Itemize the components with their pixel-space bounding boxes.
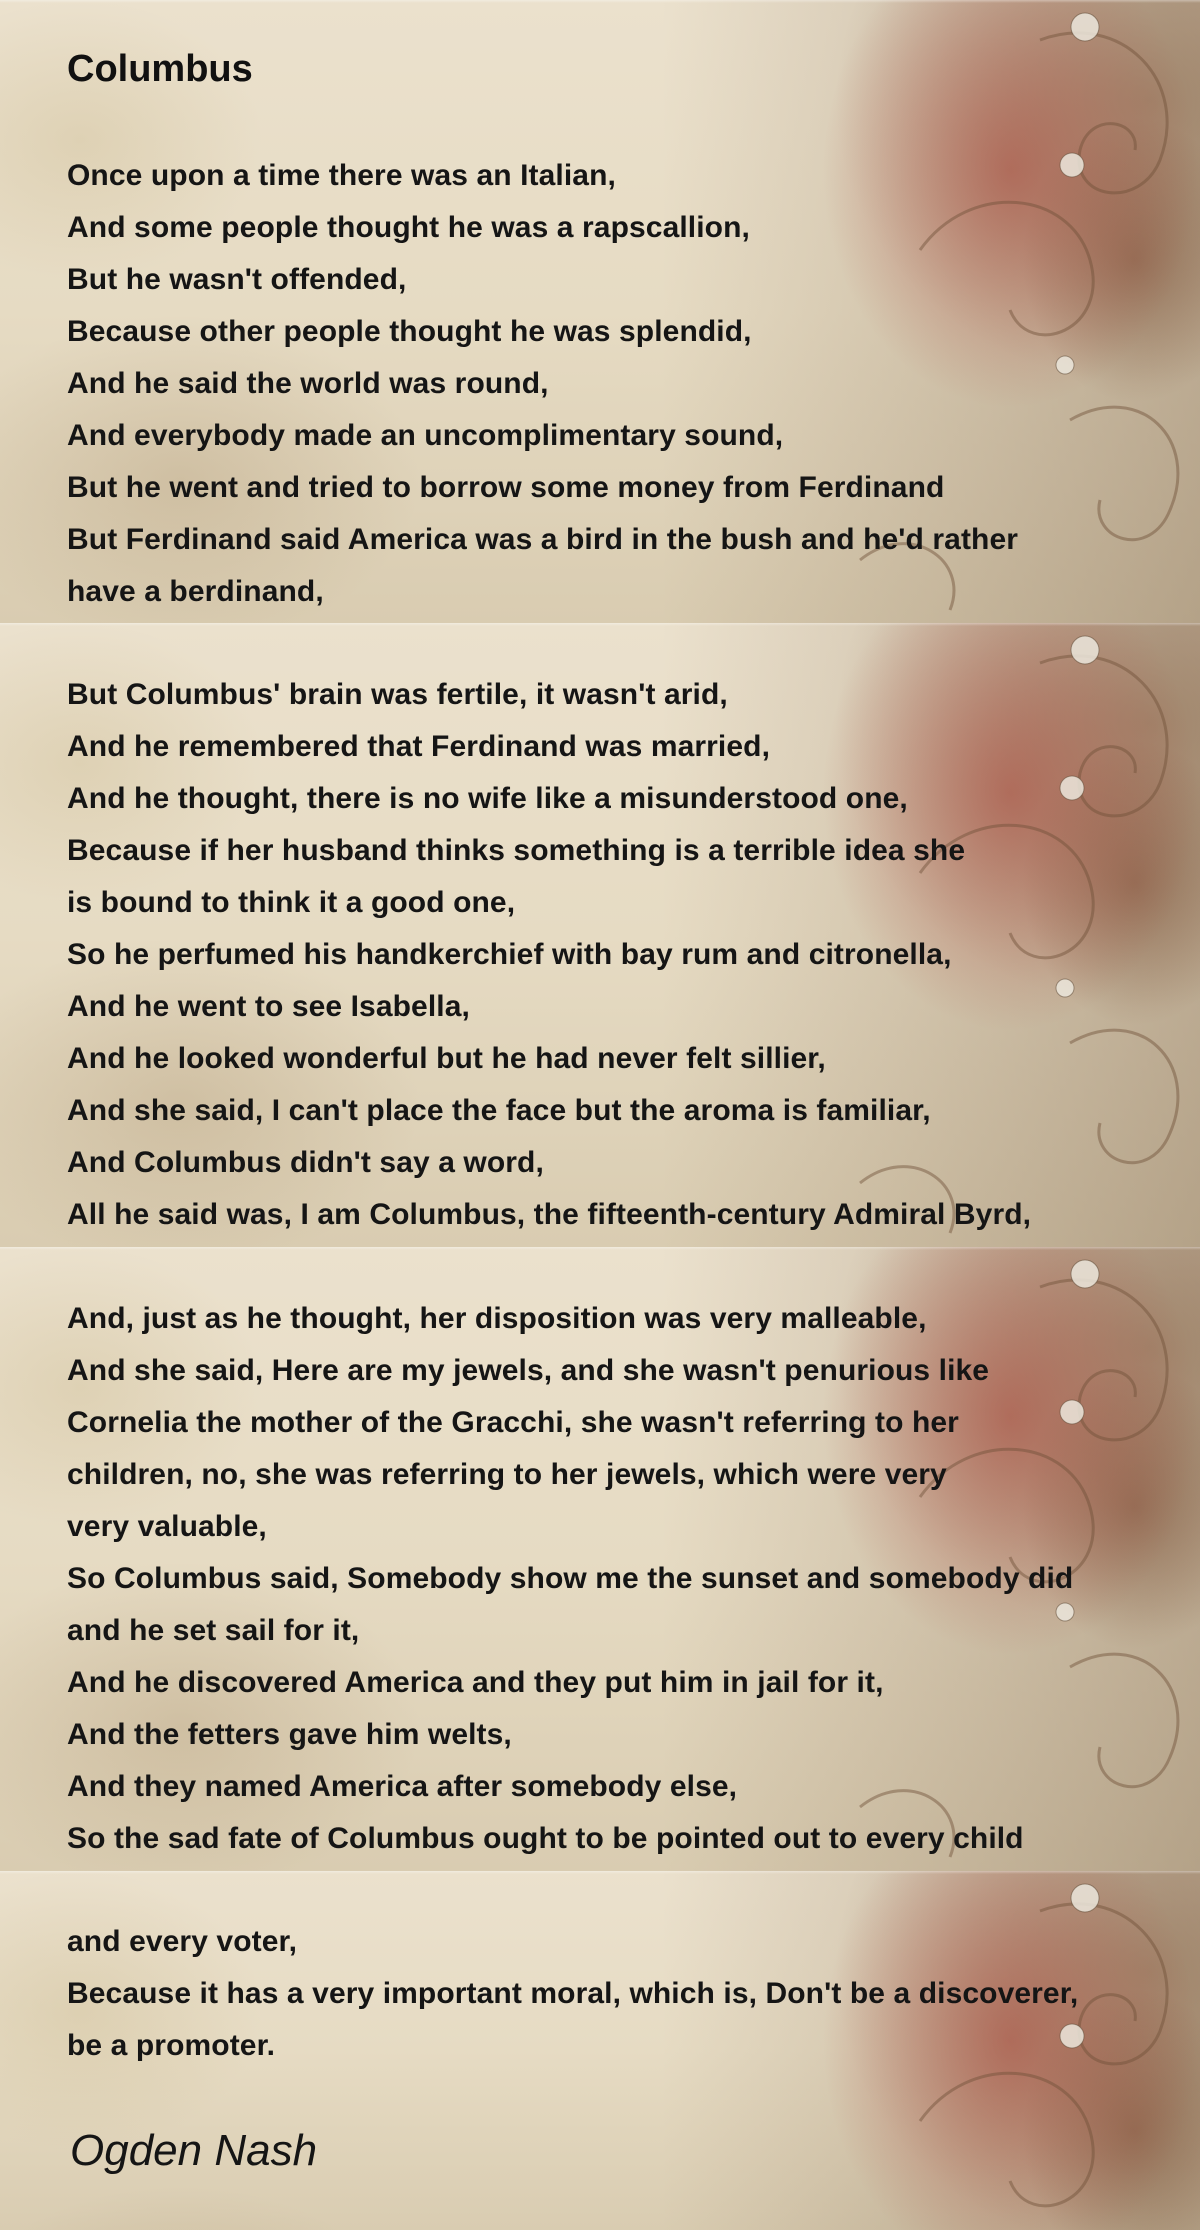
poem-line: have a berdinand,	[67, 575, 324, 608]
poem-line: But he went and tried to borrow some money from Ferdinand	[67, 471, 945, 504]
stanza-4	[67, 1916, 1078, 2072]
poem-line: And he remembered that Ferdinand was married,	[67, 730, 771, 763]
poem-line: And Columbus didn't say a word,	[67, 1146, 544, 1179]
stanza-2	[67, 669, 1031, 1241]
stanza-1	[67, 150, 1018, 618]
poem-line: and every voter,	[67, 1925, 298, 1958]
stanza-3	[67, 1293, 1073, 1865]
poem-author: Ogden Nash	[70, 2126, 318, 2175]
poem-line: children, no, she was referring to her jewels, which were very	[67, 1458, 947, 1491]
poem-line: But Columbus' brain was fertile, it wasn't arid,	[67, 678, 728, 711]
poem-line: But he wasn't offended,	[67, 263, 407, 296]
poem-line: And he looked wonderful but he had never felt sillier,	[67, 1042, 826, 1075]
poem-line: So the sad fate of Columbus ought to be pointed out to every child	[67, 1822, 1024, 1855]
poem-line: Because other people thought he was splendid,	[67, 315, 752, 348]
poem-line: And he thought, there is no wife like a misunderstood one,	[67, 782, 908, 815]
poem-line: But Ferdinand said America was a bird in the bush and he'd rather	[67, 523, 1019, 556]
poem-line: So Columbus said, Somebody show me the sunset and somebody did	[67, 1562, 1074, 1595]
poem-line: And the fetters gave him welts,	[67, 1718, 512, 1751]
poem-line: All he said was, I am Columbus, the fifteenth-century Admiral Byrd,	[67, 1198, 1032, 1231]
poem-line: And he went to see Isabella,	[67, 990, 470, 1023]
poem-line: is bound to think it a good one,	[67, 886, 516, 919]
poem-line: And she said, Here are my jewels, and she wasn't penurious like	[67, 1354, 990, 1387]
poem-line: So he perfumed his handkerchief with bay rum and citronella,	[67, 938, 952, 971]
poem-line: And he discovered America and they put him in jail for it,	[67, 1666, 884, 1699]
poem-line: Because it has a very important moral, which is, Don't be a discoverer,	[67, 1977, 1079, 2010]
poem-line: And some people thought he was a rapscallion,	[67, 211, 750, 244]
poem-line: And she said, I can't place the face but the aroma is familiar,	[67, 1094, 931, 1127]
poem-line: And, just as he thought, her disposition was very malleable,	[67, 1302, 927, 1335]
poem-line: Once upon a time there was an Italian,	[67, 159, 616, 192]
poem-title: Columbus	[67, 48, 253, 90]
poem-line: And he said the world was round,	[67, 367, 549, 400]
poem-line: And everybody made an uncomplimentary sound,	[67, 419, 784, 452]
poem-line: very valuable,	[67, 1510, 267, 1543]
poem-line: and he set sail for it,	[67, 1614, 360, 1647]
poem-line: Cornelia the mother of the Gracchi, she wasn't referring to her	[67, 1406, 959, 1439]
poem-line: And they named America after somebody else,	[67, 1770, 738, 1803]
poem-line: Because if her husband thinks something is a terrible idea she	[67, 834, 966, 867]
poem-line: be a promoter.	[67, 2029, 276, 2062]
